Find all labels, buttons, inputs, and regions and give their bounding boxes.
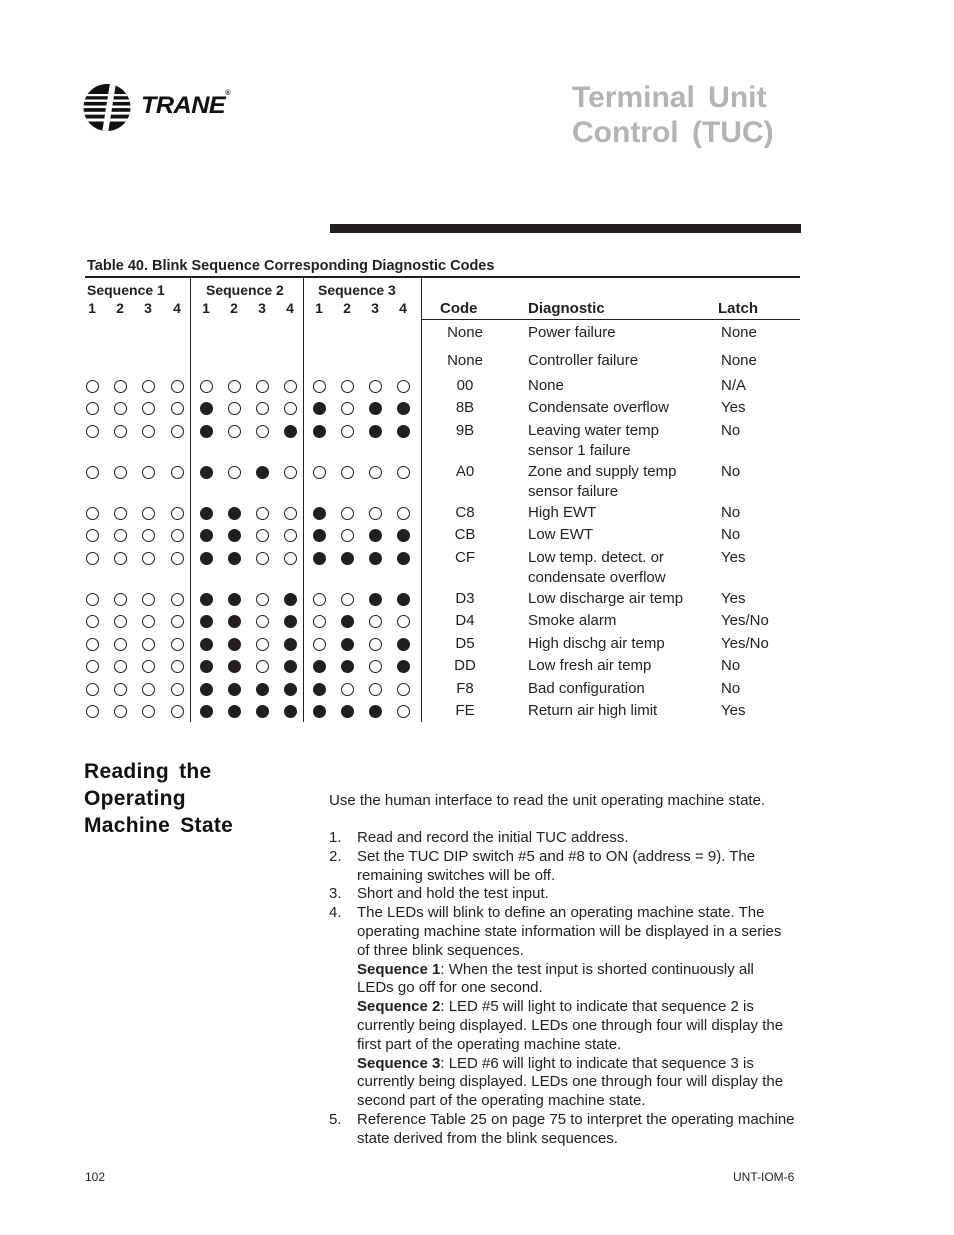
step-line: Read and record the initial TUC address. [357,829,629,846]
table-header-rule [421,319,800,320]
led-off-dot [114,660,127,673]
led-off-dot [341,425,354,438]
trane-logo-icon [83,83,133,133]
diagnostic-codes-table [85,276,800,724]
led-off-dot [397,380,410,393]
led-off-dot [86,683,99,696]
led-off-dot [284,466,297,479]
diagnostic-cell [528,589,683,609]
led-on-dot [228,705,241,718]
led-off-dot [86,425,99,438]
step-line: of three blink sequences. [357,941,524,959]
led-number: 3 [144,300,152,316]
led-off-dot [142,593,155,606]
led-number: 1 [202,300,210,316]
latch-cell: None [721,352,757,369]
led-on-dot [369,425,382,438]
led-number: 2 [343,300,351,316]
led-off-dot [171,593,184,606]
led-off-dot [313,593,326,606]
led-off-dot [114,638,127,651]
led-off-dot [171,402,184,415]
led-off-dot [86,466,99,479]
sequence-1-label: Sequence 1 [87,282,165,298]
led-on-dot [284,705,297,718]
latch-cell: None [721,324,757,341]
led-off-dot [114,705,127,718]
led-on-dot [200,552,213,565]
step-line: Set the TUC DIP switch #5 and #8 to ON (address = 9). The [357,847,756,865]
led-off-dot [341,529,354,542]
latch-cell: No [721,422,741,439]
led-on-dot [228,593,241,606]
diagnostic-cell [528,634,665,654]
led-off-dot [256,660,269,673]
diagnostic-line: Return air high limit [528,702,658,719]
latch-cell: N/A [721,377,747,394]
diagnostic-line: Bad configuration [528,680,645,697]
code-cell: None [447,352,483,369]
led-off-dot [142,507,155,520]
sequence-term: Sequence 1 [357,960,441,978]
led-on-dot [200,425,213,438]
led-number: 1 [88,300,96,316]
section-heading: Reading the Operating Machine State [84,760,234,837]
code-column-header: Code [440,300,478,317]
led-on-dot [284,425,297,438]
step-item [329,885,804,904]
code-cell: 9B [455,422,475,439]
led-off-dot [397,466,410,479]
led-off-dot [228,425,241,438]
led-off-dot [256,615,269,628]
step-line: currently being displayed. LEDs one through four will display the [357,1073,784,1091]
led-off-dot [114,683,127,696]
led-on-dot [200,683,213,696]
code-cell: D4 [455,612,475,629]
led-off-dot [256,425,269,438]
step-line: second part of the operating machine state. [357,1092,646,1110]
led-off-dot [171,638,184,651]
document-id: UNT-IOM-6 [733,1170,795,1184]
step-number: 1. [329,829,342,846]
led-on-dot [228,660,241,673]
trane-logo [83,83,233,133]
led-off-dot [228,466,241,479]
step-text: : When the test input is shorted continuously all [440,960,754,978]
led-on-dot [369,593,382,606]
diagnostic-line: None [528,377,564,394]
step-item [329,1111,804,1149]
led-on-dot [200,529,213,542]
led-off-dot [256,380,269,393]
code-cell: FE [455,702,475,719]
step-line: state derived from the blink sequences. [357,1129,618,1147]
led-off-dot [142,705,155,718]
led-on-dot [313,705,326,718]
led-off-dot [142,615,155,628]
led-on-dot [397,425,410,438]
led-on-dot [369,402,382,415]
led-off-dot [171,615,184,628]
led-off-dot [114,402,127,415]
diagnostic-line: Zone and supply temp [528,463,677,480]
step-number: 2. [329,847,342,865]
diagnostic-line: sensor failure [528,483,619,500]
led-off-dot [284,507,297,520]
led-off-dot [86,615,99,628]
step-line [357,961,804,980]
diagnostic-column-header: Diagnostic [528,300,605,317]
sequence-2-label: Sequence 2 [206,282,284,298]
table-caption: Table 40. Blink Sequence Corresponding Diagnostic Codes [87,258,495,274]
led-on-dot [284,615,297,628]
led-off-dot [142,466,155,479]
led-on-dot [228,615,241,628]
led-on-dot [313,507,326,520]
diagnostic-cell [528,656,651,676]
latch-cell: No [721,657,741,674]
led-off-dot [142,529,155,542]
led-off-dot [256,593,269,606]
led-off-dot [86,593,99,606]
led-off-dot [171,507,184,520]
led-on-dot [313,402,326,415]
led-on-dot [341,615,354,628]
step-number: 5. [329,1110,342,1128]
step-item [329,829,804,848]
diagnostic-line: sensor 1 failure [528,442,631,459]
diagnostic-line: Low fresh air temp [528,657,652,674]
led-off-dot [284,402,297,415]
diagnostic-line: Leaving water temp [528,422,659,439]
diagnostic-cell [528,503,596,523]
led-on-dot [228,683,241,696]
led-off-dot [369,507,382,520]
led-off-dot [171,683,184,696]
latch-cell: Yes [721,702,746,719]
step-item [329,961,804,999]
led-on-dot [397,593,410,606]
latch-cell: Yes [721,590,746,607]
latch-cell: Yes/No [721,612,769,629]
diagnostic-cell [528,525,593,545]
step-line: operating machine state information will be displayed in a series [357,922,782,940]
code-cell: D3 [455,590,475,607]
led-on-dot [341,638,354,651]
latch-cell: No [721,680,741,697]
led-on-dot [200,507,213,520]
led-off-dot [86,638,99,651]
led-off-dot [284,552,297,565]
code-cell: 00 [456,377,474,394]
led-on-dot [256,705,269,718]
code-cell: DD [454,657,476,674]
code-cell: F8 [456,680,474,697]
led-on-dot [397,402,410,415]
led-off-dot [228,402,241,415]
step-item [329,848,804,886]
diagnostic-line: Power failure [528,324,616,341]
step-line: LEDs go off for one second. [357,979,543,997]
led-number: 1 [315,300,323,316]
diagnostic-cell [528,398,669,418]
led-on-dot [228,638,241,651]
led-off-dot [397,507,410,520]
sequence-3-label: Sequence 3 [318,282,396,298]
led-number: 3 [258,300,266,316]
diagnostic-line: Condensate overflow [528,399,669,416]
diagnostic-line: High dischg air temp [528,635,665,652]
led-off-dot [86,507,99,520]
step-text: : LED #5 will light to indicate that sequence 2 is [440,998,754,1016]
led-off-dot [369,380,382,393]
led-on-dot [369,552,382,565]
table-top-rule [85,276,800,278]
led-off-dot [142,552,155,565]
led-off-dot [256,529,269,542]
led-off-dot [114,529,127,542]
code-cell: None [447,324,483,341]
latch-cell: No [721,526,741,543]
step-line [357,998,804,1017]
led-off-dot [114,466,127,479]
step-line: The LEDs will blink to define an operating machine state. The [357,904,765,922]
led-off-dot [341,593,354,606]
diagnostic-line: Low discharge air temp [528,590,684,607]
led-off-dot [114,425,127,438]
led-off-dot [142,425,155,438]
led-on-dot [200,660,213,673]
led-off-dot [142,402,155,415]
diagnostic-line: Smoke alarm [528,612,617,629]
diagnostic-cell [528,548,666,588]
led-off-dot [397,705,410,718]
step-item [329,998,804,1054]
led-on-dot [284,593,297,606]
sequence-term: Sequence 2 [357,998,441,1016]
diagnostic-cell [528,421,659,461]
led-off-dot [341,402,354,415]
led-on-dot [284,660,297,673]
led-off-dot [200,380,213,393]
sequence-term: Sequence 3 [357,1054,441,1072]
led-on-dot [284,638,297,651]
diagnostic-cell [528,376,564,396]
led-on-dot [228,552,241,565]
led-off-dot [114,615,127,628]
led-off-dot [86,402,99,415]
led-off-dot [171,705,184,718]
code-cell: CB [454,526,476,543]
led-off-dot [114,593,127,606]
step-item [329,1055,804,1111]
diagnostic-line: condensate overflow [528,569,666,586]
led-on-dot [397,638,410,651]
led-off-dot [86,705,99,718]
led-on-dot [200,593,213,606]
led-off-dot [369,683,382,696]
led-number: 2 [230,300,238,316]
led-off-dot [256,402,269,415]
latch-cell: Yes [721,549,746,566]
led-off-dot [313,638,326,651]
led-off-dot [171,660,184,673]
latch-cell: No [721,463,741,480]
led-number: 2 [116,300,124,316]
led-on-dot [284,683,297,696]
led-on-dot [313,425,326,438]
led-off-dot [284,380,297,393]
led-on-dot [228,529,241,542]
code-cell: D5 [455,635,475,652]
led-off-dot [142,683,155,696]
led-on-dot [200,705,213,718]
latch-cell: Yes [721,399,746,416]
led-off-dot [341,466,354,479]
sequence-divider [421,278,422,722]
led-off-dot [114,552,127,565]
led-off-dot [313,380,326,393]
led-off-dot [114,380,127,393]
code-cell: A0 [455,463,475,480]
led-on-dot [200,402,213,415]
led-off-dot [256,638,269,651]
led-off-dot [171,466,184,479]
led-number: 3 [371,300,379,316]
diagnostic-line: Low temp. detect. or [528,549,664,566]
led-off-dot [369,466,382,479]
step-number: 3. [329,885,342,903]
code-cell: CF [455,549,475,566]
led-off-dot [313,615,326,628]
led-on-dot [397,660,410,673]
page-title: Terminal Unit Control (TUC) [572,81,774,149]
step-text: : LED #6 will light to indicate that sequence 3 is [440,1054,754,1072]
led-on-dot [341,552,354,565]
led-off-dot [313,466,326,479]
latch-cell: No [721,504,741,521]
led-off-dot [341,380,354,393]
intro-text: Use the human interface to read the unit operating machine state. [329,792,766,809]
led-off-dot [397,615,410,628]
step-line: remaining switches will be off. [357,866,556,884]
led-off-dot [228,380,241,393]
step-line: currently being displayed. LEDs one through four will display the [357,1016,784,1034]
led-number: 4 [399,300,407,316]
diagnostic-cell [528,611,616,631]
diagnostic-line: Low EWT [528,526,594,543]
steps-list [329,829,804,1149]
led-off-dot [369,615,382,628]
page-number: 102 [85,1170,106,1184]
led-on-dot [369,529,382,542]
diagnostic-line: High EWT [528,504,597,521]
led-off-dot [86,529,99,542]
step-line: first part of the operating machine state. [357,1035,622,1053]
led-off-dot [86,380,99,393]
led-off-dot [86,552,99,565]
led-off-dot [341,507,354,520]
step-line: Reference Table 25 on page 75 to interpret the operating machine [357,1110,795,1128]
step-number: 4. [329,904,342,922]
led-off-dot [171,552,184,565]
sequence-divider [190,278,191,722]
led-on-dot [397,552,410,565]
led-off-dot [171,425,184,438]
diagnostic-cell [528,351,638,371]
latch-column-header: Latch [718,300,759,317]
led-on-dot [313,552,326,565]
led-on-dot [313,660,326,673]
header-rule [330,224,801,233]
led-off-dot [86,660,99,673]
led-off-dot [284,529,297,542]
code-cell: 8B [455,399,475,416]
sequence-divider [303,278,304,722]
led-on-dot [228,507,241,520]
diagnostic-cell [528,462,676,502]
led-on-dot [313,529,326,542]
led-off-dot [369,660,382,673]
led-off-dot [256,552,269,565]
led-number: 4 [286,300,294,316]
step-line [357,1055,804,1074]
led-off-dot [369,638,382,651]
led-on-dot [369,705,382,718]
led-off-dot [341,683,354,696]
led-on-dot [200,638,213,651]
led-on-dot [256,683,269,696]
led-number: 4 [173,300,181,316]
diagnostic-cell [528,679,645,699]
led-off-dot [171,529,184,542]
led-on-dot [341,705,354,718]
led-off-dot [142,380,155,393]
led-on-dot [200,615,213,628]
led-on-dot [397,529,410,542]
led-on-dot [341,660,354,673]
led-on-dot [200,466,213,479]
led-off-dot [142,638,155,651]
led-off-dot [171,380,184,393]
led-off-dot [142,660,155,673]
led-off-dot [256,507,269,520]
code-cell: C8 [455,504,475,521]
step-line: Short and hold the test input. [357,885,549,903]
diagnostic-cell [528,701,657,721]
brand-name: TRANE® [141,90,231,119]
led-off-dot [397,683,410,696]
step-item [329,904,804,960]
led-on-dot [313,683,326,696]
latch-cell: Yes/No [721,635,769,652]
diagnostic-line: Controller failure [528,352,639,369]
led-on-dot [256,466,269,479]
diagnostic-cell [528,323,616,343]
led-off-dot [114,507,127,520]
